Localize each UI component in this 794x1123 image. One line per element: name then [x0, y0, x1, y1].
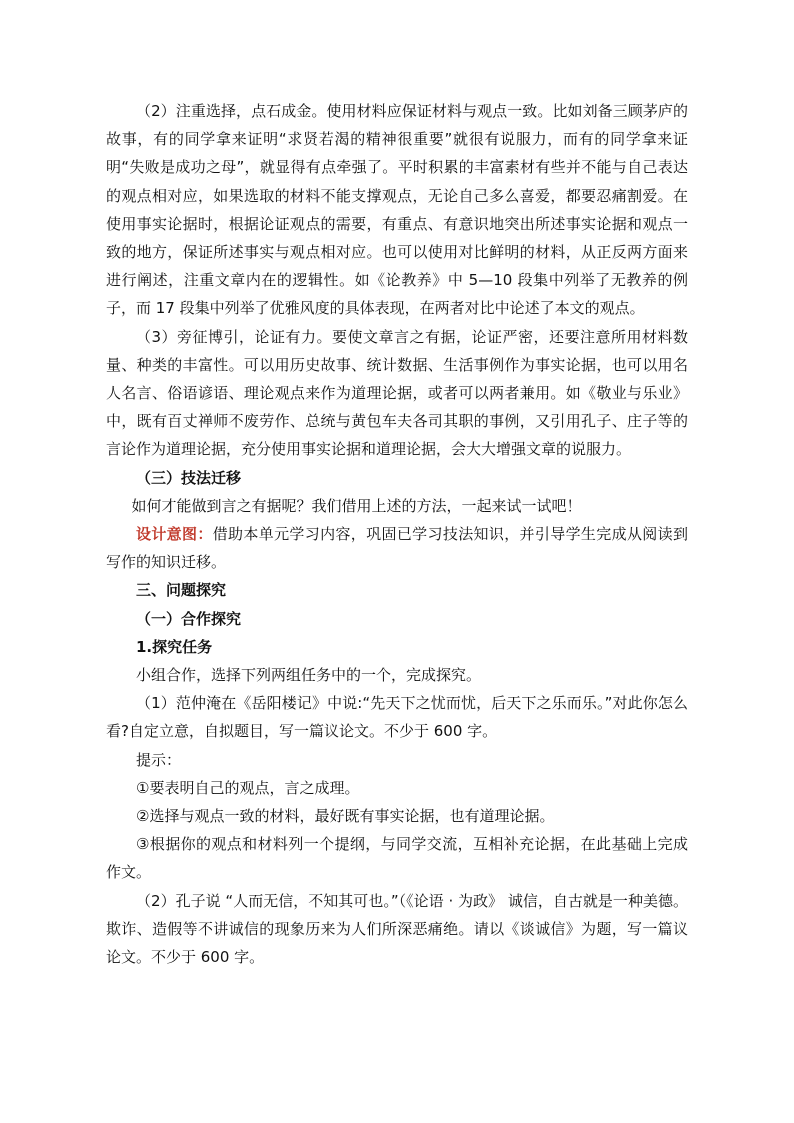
design-intent-text: 借助本单元学习内容，巩固已学习技法知识，并引导学生完成从阅读到写作的知识迁移。	[106, 525, 688, 572]
paragraph-transfer-prompt: 如何才能做到言之有据呢？我们借用上述的方法，一起来试一试吧！	[131, 496, 582, 515]
paragraph-hint-one: ①要表明自己的观点，言之成理。	[136, 778, 360, 797]
document-page	[106, 97, 688, 971]
paragraph-group-instruction: 小组合作，选择下列两组任务中的一个，完成探究。	[136, 666, 482, 685]
heading-technique-transfer: （三）技法迁移	[136, 468, 242, 487]
heading-exploration-task: 1.探究任务	[136, 637, 213, 656]
paragraph-selection: （2）注重选择，点石成金。使用材料应保证材料与观点一致。比如刘备三顾茅庐的故事，有的同学拿来证明“求贤若渴的精神很重要”就很有说服力，而有的同学拿来证明“失败是成功之母”，就显得有点牵强了。平时积累的丰富素材有些并不能与自己表达的观点相对应，如果选取的材料不能支撑观点，无论自己多么喜爱，都要忍痛割爱。在使用事实论据时，根据论证观点的需要，有重点、有意识地突出所述事实论据和观点一致的地方，保证所述事实与观点相对应。也可以使用对比鲜明的材料，从正反两方面来进行阐述，注重文章内在的逻辑性。如《论教养》中 5—10 段集中列举了无教养的例子，而 17 段集中列举了优雅风度的具体表现，在两者对比中论述了本文的观点。	[106, 102, 688, 318]
design-intent-label: 设计意图：	[136, 525, 213, 544]
heading-cooperative-exploration: （一）合作探究	[136, 609, 242, 628]
paragraph-citation: （3）旁征博引，论证有力。要使文章言之有据，论证严密，还要注意所用材料数量、种类的丰富性。可以用历史故事、统计数据、生活事例作为事实论据，也可以用名人名言、俗语谚语、理论观点来作为道理论据，或者可以两者兼用。如《敬业与乐业》中，既有百丈禅师不废劳作、总统与黄包车夫各司其职的事例，又引用孔子、庄子等的言论作为道理论据，充分使用事实论据和道理论据，会大大增强文章的说服力。	[106, 327, 688, 459]
paragraph-hint-label: 提示：	[136, 750, 182, 769]
paragraph-task-one: （1）范仲淹在《岳阳楼记》中说:“先天下之忧而忧，后天下之乐而乐。”对此你怎么看?自定立意，自拟题目，写一篇议论文。不少于 600 字。	[106, 694, 688, 741]
paragraph-hint-two: ②选择与观点一致的材料，最好既有事实论据，也有道理论据。	[136, 807, 555, 826]
paragraph-design-intent	[106, 520, 688, 576]
heading-problem-exploration: 三、问题探究	[136, 581, 227, 600]
paragraph-hint-three: ③根据你的观点和材料列一个提纲，与同学交流，互相补充论据，在此基础上完成作文。	[106, 835, 688, 882]
paragraph-task-two: （2）孔子说 “人而无信，不知其可也。”（《论语 · 为政》 诚信，自古就是一种美德。欺诈、造假等不讲诚信的现象历来为人们所深恶痛绝。请以《谈诚信》为题，写一篇议论文。不少于 600 字。	[106, 891, 688, 967]
